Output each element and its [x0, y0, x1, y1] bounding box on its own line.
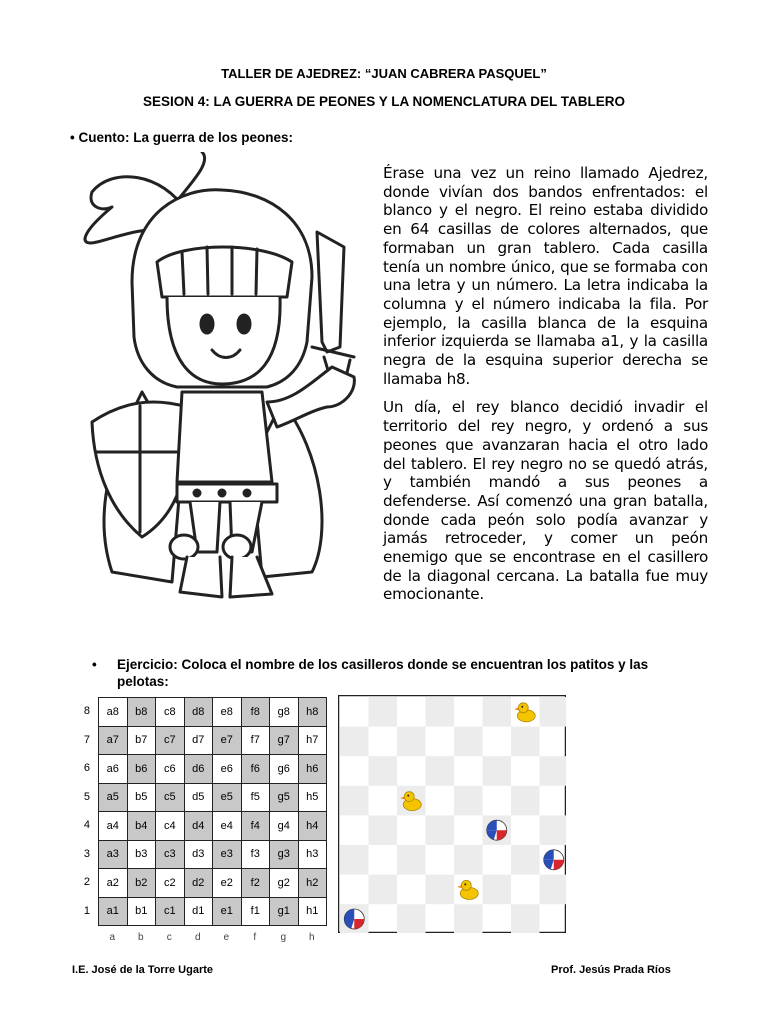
board-row [99, 698, 327, 727]
board-square [454, 904, 483, 933]
board-square [511, 786, 540, 816]
board-row [99, 755, 327, 784]
square-h8: h8 [298, 698, 327, 727]
square-c6: c6 [156, 755, 185, 784]
square-a5: a5 [99, 783, 128, 812]
square-a2: a2 [99, 869, 128, 898]
square-g7: g7 [270, 726, 299, 755]
board-square [369, 697, 398, 727]
board-square [340, 845, 369, 875]
footer-school: I.E. José de la Torre Ugarte [72, 964, 214, 976]
board-row [99, 897, 327, 926]
square-c8: c8 [156, 698, 185, 727]
square-d5: d5 [184, 783, 213, 812]
file-label: f [253, 932, 257, 943]
square-d7: d7 [184, 726, 213, 755]
board-square [511, 904, 540, 933]
board-square [540, 815, 567, 845]
board-square [540, 697, 567, 727]
square-names-table [98, 697, 327, 926]
board-square [426, 697, 455, 727]
board-square [540, 875, 567, 905]
square-c7: c7 [156, 726, 185, 755]
file-label: a [109, 932, 116, 943]
board-row [99, 812, 327, 841]
square-d8: d8 [184, 698, 213, 727]
story-paragraph-1: Érase una vez un reino llamado Ajedrez, donde vivían dos bandos enfrentados: el blanco y el negro. El reino estaba dividido en 64 casillas de colores alternados, que formaban un gran tablero. Cada casilla tenía un nombre único, que se formaba con una letra y un número. La letra indicaba la columna y el número indicaba la fila. Por ejemplo, la casilla blanca de la esquina inferior izquierda se llamaba a1, y la casilla negra de la esquina superior derecha se llamaba h8. [383, 164, 708, 388]
square-e5: e5 [213, 783, 242, 812]
square-e7: e7 [213, 726, 242, 755]
square-h5: h5 [298, 783, 327, 812]
square-a3: a3 [99, 840, 128, 869]
square-names-board [78, 697, 327, 943]
rank-label: 4 [83, 819, 90, 831]
page-title: TALLER DE AJEDREZ: “JUAN CABRERA PASQUEL” [221, 66, 547, 81]
story-bullet [70, 130, 293, 145]
ball-icon [487, 820, 507, 840]
square-f6: f6 [241, 755, 270, 784]
board-square [511, 727, 540, 757]
square-a4: a4 [99, 812, 128, 841]
square-f8: f8 [241, 698, 270, 727]
board-square [397, 845, 426, 875]
board-square [369, 756, 398, 786]
board-square [397, 904, 426, 933]
rank-label: 8 [83, 705, 90, 717]
pieces-board [338, 695, 566, 933]
board-square [426, 756, 455, 786]
square-f7: f7 [241, 726, 270, 755]
rank-label: 7 [83, 733, 90, 746]
square-a6: a6 [99, 755, 128, 784]
board-square [340, 727, 369, 757]
board-square [483, 875, 512, 905]
square-a8: a8 [99, 698, 128, 727]
ball-icon [344, 909, 364, 929]
board-row [99, 726, 327, 755]
square-d3: d3 [184, 840, 213, 869]
square-e3: e3 [213, 840, 242, 869]
square-g8: g8 [270, 698, 299, 727]
rank-label: 5 [83, 790, 90, 803]
exercise-label: Ejercicio: Coloca el nombre de los casilleros donde se encuentran los patitos y las pelotas: [117, 657, 649, 689]
exercise-bullet [92, 656, 695, 690]
file-label: c [166, 932, 172, 943]
square-g5: g5 [270, 783, 299, 812]
footer-teacher: Prof. Jesús Prada Ríos [551, 964, 671, 976]
board-square [454, 727, 483, 757]
board-square [483, 756, 512, 786]
square-f3: f3 [241, 840, 270, 869]
square-d4: d4 [184, 812, 213, 841]
square-g2: g2 [270, 869, 299, 898]
board-row [99, 783, 327, 812]
square-e1: e1 [213, 897, 242, 926]
square-f5: f5 [241, 783, 270, 812]
story-text [383, 164, 708, 614]
square-e6: e6 [213, 755, 242, 784]
square-f4: f4 [241, 812, 270, 841]
board-square [369, 815, 398, 845]
square-g6: g6 [270, 755, 299, 784]
square-h3: h3 [298, 840, 327, 869]
square-h1: h1 [298, 897, 327, 926]
square-h2: h2 [298, 869, 327, 898]
board-square [454, 845, 483, 875]
board-square [369, 875, 398, 905]
square-c3: c3 [156, 840, 185, 869]
square-f2: f2 [241, 869, 270, 898]
board-square [426, 815, 455, 845]
square-d1: d1 [184, 897, 213, 926]
story-label: Cuento: La guerra de los peones: [78, 130, 294, 145]
square-b3: b3 [127, 840, 156, 869]
board-row [99, 869, 327, 898]
file-labels [98, 932, 327, 943]
rank-label: 3 [83, 847, 90, 860]
square-c5: c5 [156, 783, 185, 812]
square-g4: g4 [270, 812, 299, 841]
square-a1: a1 [99, 897, 128, 926]
knight-illustration [72, 152, 372, 630]
square-b1: b1 [127, 897, 156, 926]
rank-label: 2 [83, 876, 90, 888]
rank-labels [78, 697, 90, 926]
square-f1: f1 [241, 897, 270, 926]
square-b8: b8 [127, 698, 156, 727]
board-square [340, 786, 369, 816]
square-b4: b4 [127, 812, 156, 841]
square-e4: e4 [213, 812, 242, 841]
square-h6: h6 [298, 755, 327, 784]
rank-label: 1 [83, 904, 90, 917]
bullet-dot: • [92, 657, 97, 672]
rank-label: 6 [83, 762, 90, 774]
file-label: b [137, 932, 144, 943]
square-b7: b7 [127, 726, 156, 755]
square-c4: c4 [156, 812, 185, 841]
file-label: g [280, 932, 287, 943]
board-row [99, 840, 327, 869]
square-e8: e8 [213, 698, 242, 727]
square-b6: b6 [127, 755, 156, 784]
square-h7: h7 [298, 726, 327, 755]
square-d6: d6 [184, 755, 213, 784]
board-square [454, 786, 483, 816]
board-square [540, 756, 567, 786]
board-square [511, 845, 540, 875]
square-c1: c1 [156, 897, 185, 926]
ball-icon [544, 850, 564, 870]
square-d2: d2 [184, 869, 213, 898]
file-label: e [223, 932, 230, 943]
square-g3: g3 [270, 840, 299, 869]
session-title: SESION 4: LA GUERRA DE PEONES Y LA NOMENCLATURA DEL TABLERO [142, 94, 626, 109]
bullet-dot: • [70, 130, 75, 145]
board-square [397, 727, 426, 757]
board-square [483, 697, 512, 727]
square-g1: g1 [270, 897, 299, 926]
square-h4: h4 [298, 812, 327, 841]
story-paragraph-2: Un día, el rey blanco decidió invadir el territorio del rey negro, y ordenó a sus peones que avanzaran hacia el otro lado del tablero. El rey negro no se quedó atrás, y también mandó a sus peones a defenderse. Así comenzó una gran batalla, donde cada peón solo podía avanzar y jamás retroceder, y comer un peón enemigo que se encontrase en el casillero de la diagonal cercana. La batalla fue muy emocionante. [383, 398, 708, 604]
board-square [426, 875, 455, 905]
file-label: h [308, 932, 315, 943]
square-b2: b2 [127, 869, 156, 898]
square-e2: e2 [213, 869, 242, 898]
square-c2: c2 [156, 869, 185, 898]
square-a7: a7 [99, 726, 128, 755]
file-label: d [194, 932, 201, 943]
square-b5: b5 [127, 783, 156, 812]
